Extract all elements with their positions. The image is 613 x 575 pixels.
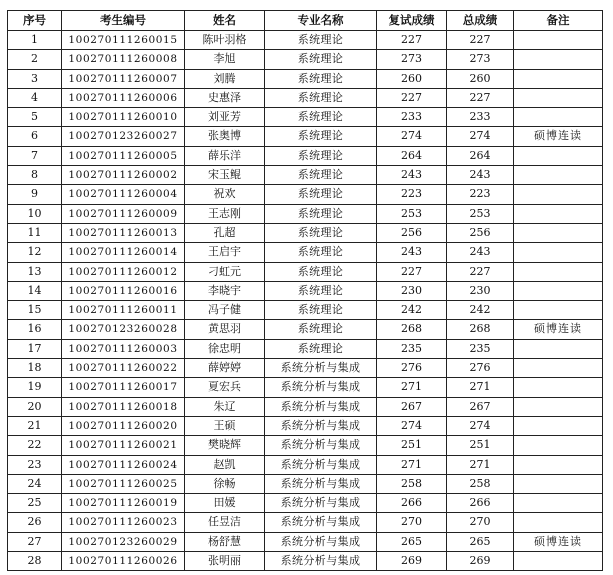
- header-remarks: 备注: [514, 11, 603, 31]
- cell-seq: 6: [8, 127, 62, 146]
- cell-remarks: [514, 416, 603, 435]
- cell-major: 系统分析与集成: [265, 378, 377, 397]
- cell-retest-score: 258: [377, 474, 447, 493]
- cell-remarks: [514, 146, 603, 165]
- cell-name: 李旭: [185, 50, 265, 69]
- cell-total-score: 265: [447, 532, 514, 551]
- cell-retest-score: 268: [377, 320, 447, 339]
- table-row: [8, 146, 603, 165]
- cell-name: 杨舒慧: [185, 532, 265, 551]
- cell-seq: 25: [8, 494, 62, 513]
- cell-major: 系统分析与集成: [265, 494, 377, 513]
- cell-candidate-id: 100270111260005: [62, 146, 185, 165]
- cell-retest-score: 271: [377, 378, 447, 397]
- cell-seq: 28: [8, 552, 62, 571]
- cell-remarks: [514, 436, 603, 455]
- table-row: [8, 320, 603, 339]
- cell-retest-score: 274: [377, 416, 447, 435]
- cell-remarks: [514, 301, 603, 320]
- cell-remarks: [514, 359, 603, 378]
- cell-candidate-id: 100270111260014: [62, 243, 185, 262]
- cell-seq: 4: [8, 88, 62, 107]
- cell-total-score: 235: [447, 339, 514, 358]
- cell-seq: 26: [8, 513, 62, 532]
- cell-retest-score: 243: [377, 166, 447, 185]
- table-row: [8, 50, 603, 69]
- cell-candidate-id: 100270111260026: [62, 552, 185, 571]
- cell-seq: 20: [8, 397, 62, 416]
- table-row: [8, 243, 603, 262]
- cell-seq: 5: [8, 108, 62, 127]
- cell-candidate-id: 100270111260007: [62, 69, 185, 88]
- table-row: [8, 166, 603, 185]
- cell-total-score: 242: [447, 301, 514, 320]
- cell-total-score: 274: [447, 416, 514, 435]
- cell-remarks: [514, 552, 603, 571]
- cell-retest-score: 233: [377, 108, 447, 127]
- cell-seq: 7: [8, 146, 62, 165]
- cell-retest-score: 266: [377, 494, 447, 513]
- cell-name: 张奥博: [185, 127, 265, 146]
- cell-seq: 13: [8, 262, 62, 281]
- cell-name: 刘亚芳: [185, 108, 265, 127]
- cell-remarks: [514, 50, 603, 69]
- cell-candidate-id: 100270111260024: [62, 455, 185, 474]
- cell-seq: 9: [8, 185, 62, 204]
- cell-candidate-id: 100270111260012: [62, 262, 185, 281]
- cell-retest-score: 264: [377, 146, 447, 165]
- cell-total-score: 269: [447, 552, 514, 571]
- cell-retest-score: 267: [377, 397, 447, 416]
- cell-name: 任昱洁: [185, 513, 265, 532]
- cell-candidate-id: 100270123260027: [62, 127, 185, 146]
- cell-seq: 27: [8, 532, 62, 551]
- table-body: [8, 31, 603, 571]
- table-row: [8, 397, 603, 416]
- table-row: [8, 474, 603, 493]
- cell-seq: 14: [8, 281, 62, 300]
- cell-total-score: 223: [447, 185, 514, 204]
- cell-total-score: 230: [447, 281, 514, 300]
- header-retest-score: 复试成绩: [377, 11, 447, 31]
- cell-total-score: 274: [447, 127, 514, 146]
- cell-total-score: 271: [447, 378, 514, 397]
- cell-major: 系统分析与集成: [265, 532, 377, 551]
- cell-total-score: 243: [447, 243, 514, 262]
- cell-retest-score: 265: [377, 532, 447, 551]
- cell-major: 系统分析与集成: [265, 436, 377, 455]
- table-row: [8, 513, 603, 532]
- cell-seq: 17: [8, 339, 62, 358]
- cell-candidate-id: 100270111260008: [62, 50, 185, 69]
- table-row: [8, 494, 603, 513]
- cell-remarks: [514, 494, 603, 513]
- cell-major: 系统理论: [265, 339, 377, 358]
- cell-name: 田媛: [185, 494, 265, 513]
- cell-name: 薛乐洋: [185, 146, 265, 165]
- cell-retest-score: 270: [377, 513, 447, 532]
- cell-name: 朱辽: [185, 397, 265, 416]
- cell-major: 系统理论: [265, 88, 377, 107]
- cell-major: 系统理论: [265, 69, 377, 88]
- cell-retest-score: 269: [377, 552, 447, 571]
- table-header: [8, 11, 603, 31]
- cell-candidate-id: 100270111260020: [62, 416, 185, 435]
- cell-retest-score: 227: [377, 262, 447, 281]
- cell-candidate-id: 100270111260006: [62, 88, 185, 107]
- cell-major: 系统理论: [265, 281, 377, 300]
- cell-retest-score: 243: [377, 243, 447, 262]
- header-row: [8, 11, 603, 31]
- cell-seq: 24: [8, 474, 62, 493]
- cell-major: 系统理论: [265, 108, 377, 127]
- cell-major: 系统理论: [265, 185, 377, 204]
- cell-total-score: 253: [447, 204, 514, 223]
- cell-remarks: [514, 397, 603, 416]
- cell-remarks: [514, 204, 603, 223]
- cell-total-score: 251: [447, 436, 514, 455]
- cell-total-score: 233: [447, 108, 514, 127]
- cell-major: 系统分析与集成: [265, 455, 377, 474]
- cell-candidate-id: 100270111260016: [62, 281, 185, 300]
- table-row: [8, 31, 603, 50]
- cell-seq: 10: [8, 204, 62, 223]
- cell-candidate-id: 100270111260025: [62, 474, 185, 493]
- cell-name: 夏宏兵: [185, 378, 265, 397]
- cell-retest-score: 274: [377, 127, 447, 146]
- cell-remarks: [514, 69, 603, 88]
- cell-name: 黄思羽: [185, 320, 265, 339]
- cell-name: 史惠泽: [185, 88, 265, 107]
- cell-candidate-id: 100270111260018: [62, 397, 185, 416]
- table-row: [8, 416, 603, 435]
- admission-score-table: [7, 10, 603, 571]
- cell-name: 刘腾: [185, 69, 265, 88]
- cell-remarks: [514, 378, 603, 397]
- cell-name: 樊晓辉: [185, 436, 265, 455]
- header-major: 专业名称: [265, 11, 377, 31]
- cell-total-score: 271: [447, 455, 514, 474]
- cell-major: 系统理论: [265, 31, 377, 50]
- cell-remarks: [514, 281, 603, 300]
- cell-retest-score: 256: [377, 223, 447, 242]
- cell-total-score: 256: [447, 223, 514, 242]
- table-row: [8, 185, 603, 204]
- cell-retest-score: 235: [377, 339, 447, 358]
- cell-name: 徐忠明: [185, 339, 265, 358]
- cell-total-score: 227: [447, 88, 514, 107]
- header-name: 姓名: [185, 11, 265, 31]
- cell-retest-score: 253: [377, 204, 447, 223]
- table-row: [8, 204, 603, 223]
- cell-candidate-id: 100270111260002: [62, 166, 185, 185]
- cell-total-score: 243: [447, 166, 514, 185]
- cell-seq: 16: [8, 320, 62, 339]
- cell-seq: 3: [8, 69, 62, 88]
- cell-seq: 15: [8, 301, 62, 320]
- cell-name: 王硕: [185, 416, 265, 435]
- cell-candidate-id: 100270123260029: [62, 532, 185, 551]
- cell-candidate-id: 100270111260011: [62, 301, 185, 320]
- cell-name: 宋玉鲲: [185, 166, 265, 185]
- cell-remarks: 硕博连读: [514, 127, 603, 146]
- cell-seq: 2: [8, 50, 62, 69]
- cell-name: 陈叶羽格: [185, 31, 265, 50]
- table-row: [8, 532, 603, 551]
- cell-seq: 8: [8, 166, 62, 185]
- table-row: [8, 436, 603, 455]
- cell-candidate-id: 100270111260013: [62, 223, 185, 242]
- cell-total-score: 266: [447, 494, 514, 513]
- cell-remarks: 硕博连读: [514, 320, 603, 339]
- cell-candidate-id: 100270111260009: [62, 204, 185, 223]
- cell-major: 系统理论: [265, 50, 377, 69]
- cell-candidate-id: 100270111260004: [62, 185, 185, 204]
- cell-name: 王志刚: [185, 204, 265, 223]
- table-row: [8, 108, 603, 127]
- cell-name: 张明丽: [185, 552, 265, 571]
- table-row: [8, 88, 603, 107]
- cell-retest-score: 276: [377, 359, 447, 378]
- cell-remarks: [514, 455, 603, 474]
- table-row: [8, 223, 603, 242]
- cell-name: 祝欢: [185, 185, 265, 204]
- cell-remarks: [514, 108, 603, 127]
- cell-name: 薛婷婷: [185, 359, 265, 378]
- cell-major: 系统分析与集成: [265, 552, 377, 571]
- cell-remarks: [514, 243, 603, 262]
- cell-retest-score: 223: [377, 185, 447, 204]
- cell-remarks: [514, 185, 603, 204]
- table-row: [8, 301, 603, 320]
- cell-retest-score: 242: [377, 301, 447, 320]
- cell-retest-score: 271: [377, 455, 447, 474]
- cell-name: 赵凯: [185, 455, 265, 474]
- cell-name: 李晓宇: [185, 281, 265, 300]
- cell-candidate-id: 100270111260023: [62, 513, 185, 532]
- table-row: [8, 378, 603, 397]
- cell-seq: 18: [8, 359, 62, 378]
- cell-remarks: [514, 339, 603, 358]
- cell-seq: 11: [8, 223, 62, 242]
- cell-remarks: [514, 88, 603, 107]
- cell-remarks: [514, 166, 603, 185]
- cell-remarks: [514, 513, 603, 532]
- cell-candidate-id: 100270111260010: [62, 108, 185, 127]
- table-row: [8, 281, 603, 300]
- table-row: [8, 69, 603, 88]
- cell-total-score: 227: [447, 262, 514, 281]
- table-row: [8, 552, 603, 571]
- cell-major: 系统理论: [265, 320, 377, 339]
- cell-name: 刁虹元: [185, 262, 265, 281]
- cell-retest-score: 251: [377, 436, 447, 455]
- cell-candidate-id: 100270111260022: [62, 359, 185, 378]
- cell-seq: 22: [8, 436, 62, 455]
- cell-name: 孔超: [185, 223, 265, 242]
- cell-remarks: [514, 262, 603, 281]
- table-row: [8, 359, 603, 378]
- cell-candidate-id: 100270111260003: [62, 339, 185, 358]
- cell-seq: 1: [8, 31, 62, 50]
- cell-retest-score: 227: [377, 88, 447, 107]
- cell-major: 系统理论: [265, 127, 377, 146]
- cell-candidate-id: 100270111260015: [62, 31, 185, 50]
- cell-total-score: 260: [447, 69, 514, 88]
- table-row: [8, 339, 603, 358]
- cell-retest-score: 260: [377, 69, 447, 88]
- cell-major: 系统理论: [265, 243, 377, 262]
- cell-major: 系统理论: [265, 223, 377, 242]
- header-candidate-id: 考生编号: [62, 11, 185, 31]
- cell-name: 王启宇: [185, 243, 265, 262]
- table-row: [8, 455, 603, 474]
- table-row: [8, 262, 603, 281]
- cell-retest-score: 227: [377, 31, 447, 50]
- cell-remarks: [514, 31, 603, 50]
- cell-retest-score: 273: [377, 50, 447, 69]
- cell-major: 系统理论: [265, 166, 377, 185]
- cell-candidate-id: 100270111260017: [62, 378, 185, 397]
- cell-major: 系统分析与集成: [265, 513, 377, 532]
- cell-total-score: 273: [447, 50, 514, 69]
- cell-seq: 23: [8, 455, 62, 474]
- cell-seq: 19: [8, 378, 62, 397]
- cell-remarks: 硕博连读: [514, 532, 603, 551]
- cell-candidate-id: 100270111260021: [62, 436, 185, 455]
- cell-total-score: 258: [447, 474, 514, 493]
- cell-major: 系统理论: [265, 146, 377, 165]
- cell-total-score: 227: [447, 31, 514, 50]
- cell-total-score: 267: [447, 397, 514, 416]
- cell-total-score: 264: [447, 146, 514, 165]
- cell-candidate-id: 100270123260028: [62, 320, 185, 339]
- cell-seq: 12: [8, 243, 62, 262]
- cell-total-score: 276: [447, 359, 514, 378]
- cell-retest-score: 230: [377, 281, 447, 300]
- cell-total-score: 270: [447, 513, 514, 532]
- cell-major: 系统分析与集成: [265, 397, 377, 416]
- header-seq: 序号: [8, 11, 62, 31]
- cell-major: 系统理论: [265, 301, 377, 320]
- cell-name: 徐畅: [185, 474, 265, 493]
- cell-major: 系统分析与集成: [265, 416, 377, 435]
- cell-seq: 21: [8, 416, 62, 435]
- cell-remarks: [514, 474, 603, 493]
- cell-candidate-id: 100270111260019: [62, 494, 185, 513]
- table-row: [8, 127, 603, 146]
- cell-major: 系统理论: [265, 262, 377, 281]
- score-table-sheet: [7, 10, 602, 571]
- cell-major: 系统分析与集成: [265, 474, 377, 493]
- cell-total-score: 268: [447, 320, 514, 339]
- cell-remarks: [514, 223, 603, 242]
- cell-major: 系统理论: [265, 204, 377, 223]
- cell-name: 冯子健: [185, 301, 265, 320]
- cell-major: 系统分析与集成: [265, 359, 377, 378]
- header-total-score: 总成绩: [447, 11, 514, 31]
